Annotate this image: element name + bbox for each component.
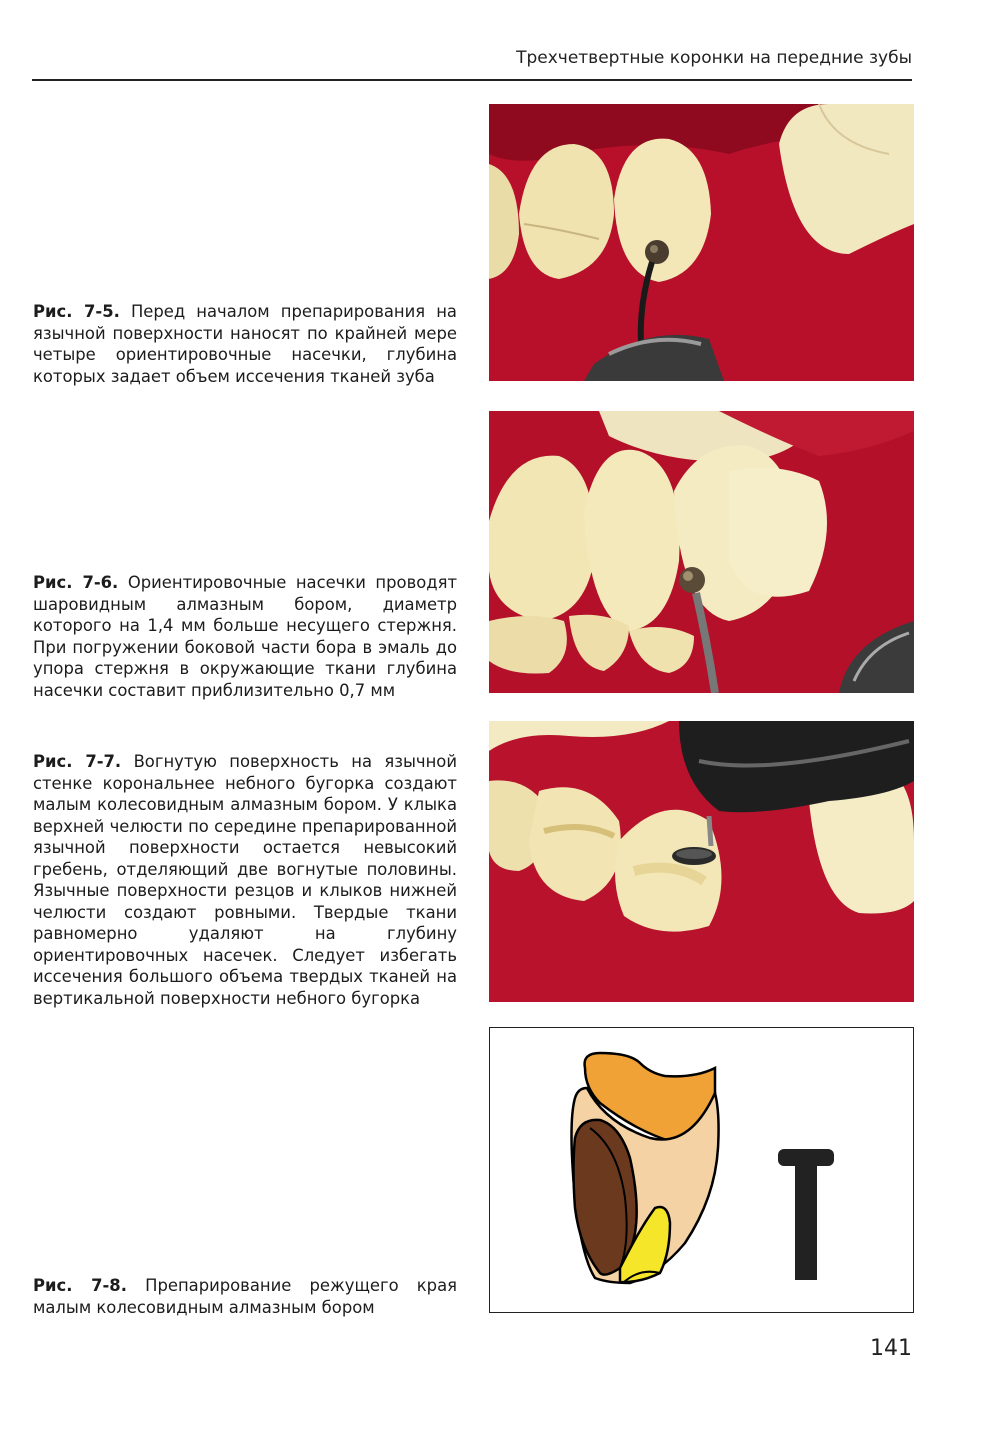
page-number: 141 <box>870 1336 912 1361</box>
figure-text: Препарирование режущего края малым колесовидным алмазным бором <box>33 1276 457 1317</box>
figure-label: Рис. 7-7. <box>33 752 122 771</box>
figure-label: Рис. 7-8. <box>33 1276 127 1295</box>
figure-7-7-photo <box>489 721 914 1002</box>
running-title: Трехчетвертные коронки на передние зубы <box>516 48 912 68</box>
figure-7-6-photo <box>489 411 914 693</box>
figure-7-7-caption <box>33 751 457 1009</box>
figure-label: Рис. 7-5. <box>33 302 120 321</box>
header-rule <box>32 79 912 81</box>
figure-7-8-caption <box>33 1275 457 1318</box>
figure-7-5-photo <box>489 104 914 381</box>
figure-7-5-caption <box>33 301 457 387</box>
figure-text: Перед началом препарирования на язычной поверхности наносят по крайней мере четыре ориентировочные насечки, глубина которых задает объем иссечения тканей зуба <box>33 302 457 386</box>
figure-7-6-caption <box>33 572 457 701</box>
figure-text: Ориентировочные насечки проводят шаровидным алмазным бором, диаметр которого на 1,4 мм больше несущего стержня. При погружении боковой части бора в эмаль до упора стержня в окружающие ткани глубина насечки составит приблизительно 0,7 мм <box>33 573 457 700</box>
figure-7-8-diagram <box>489 1027 914 1313</box>
figure-text: Вогнутую поверхность на язычной стенке корональнее небного бугорка создают малым колесовидным алмазным бором. У клыка верхней челюсти по середине препарированной язычной поверхности остается невысокий гребень, отделяющий две вогнутые половины. Язычные поверхности резцов и клыков нижней челюсти создают ровными. Твердые ткани равномерно удаляют на глубину ориентировочных насечек. Следует избегать иссечения большого объема твердых тканей на вертикальной поверхности небного бугорка <box>33 752 457 1008</box>
figure-label: Рис. 7-6. <box>33 573 119 592</box>
